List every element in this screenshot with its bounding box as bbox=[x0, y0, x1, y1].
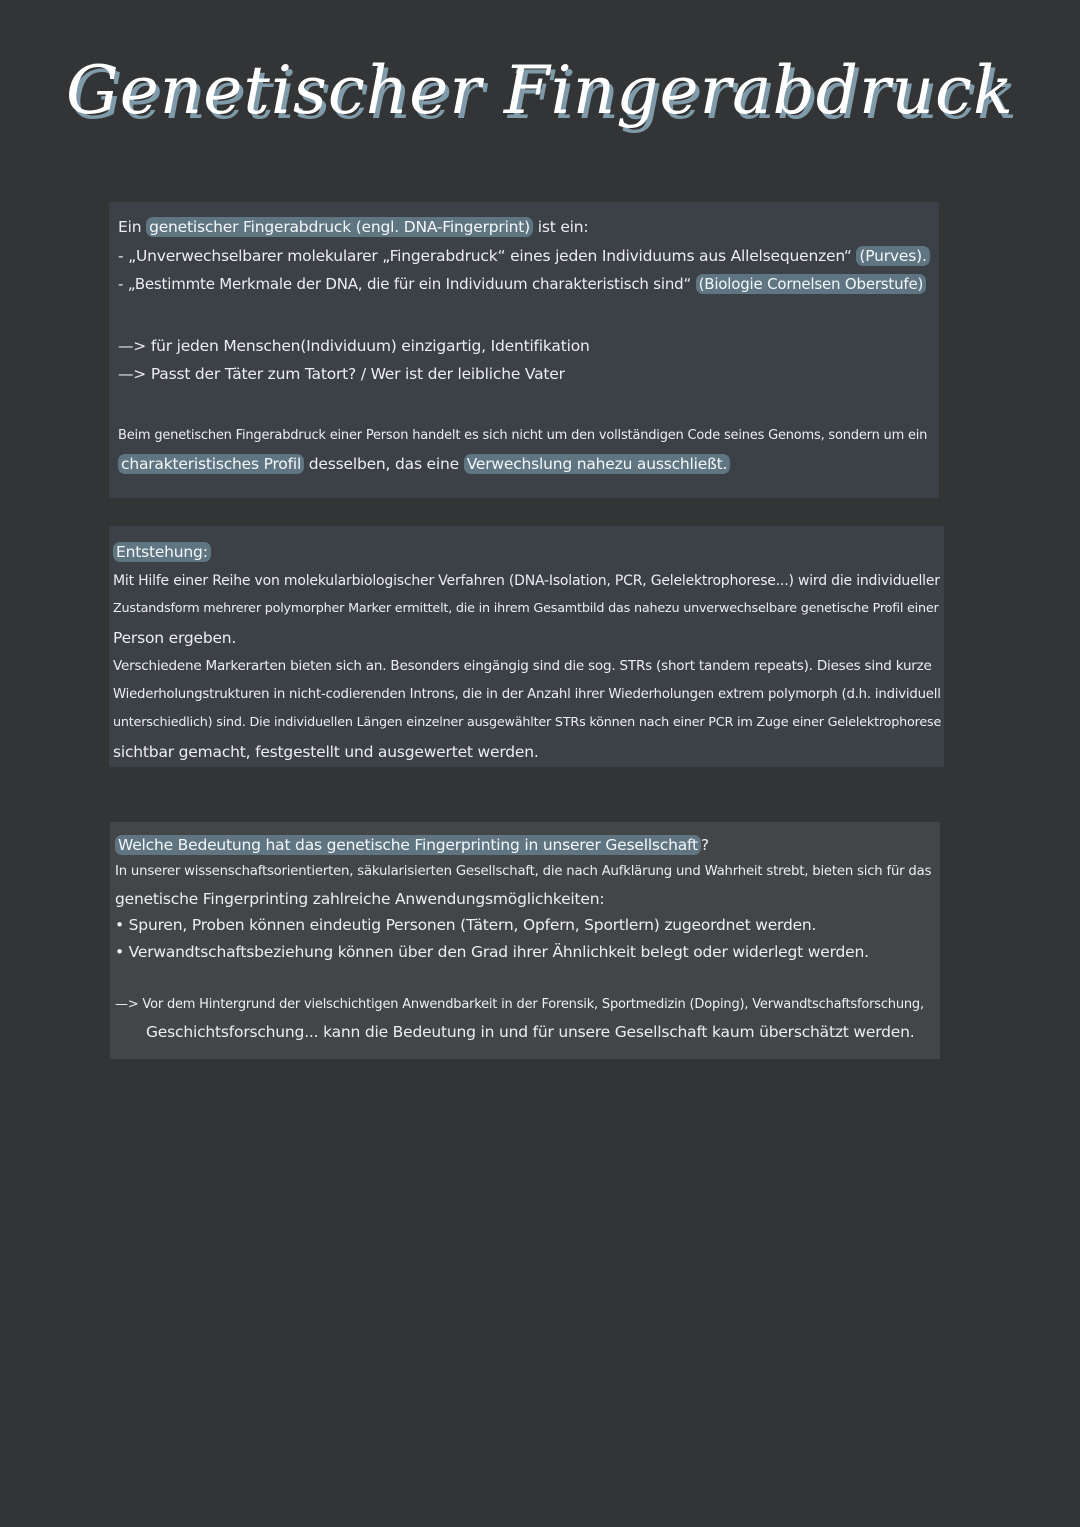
paragraph-line: In unserer wissenschaftsorientierten, säkularisierten Gesellschaft, die nach Aufklärung und Wahrheit strebt, bieten sich für das bbox=[115, 863, 932, 879]
page-title: Genetischer Fingerabdruck bbox=[65, 52, 1015, 129]
text-segment: ? bbox=[700, 836, 709, 854]
definition-intro bbox=[118, 213, 931, 242]
conclusion-line-1: —> Vor dem Hintergrund der vielschichtigen Anwendbarkeit in der Forensik, Sportmedizin (Doping), Verwandtschaftsforschung, bbox=[115, 996, 924, 1012]
section-question bbox=[115, 832, 932, 859]
text-segment: - „Bestimmte Merkmale der DNA, die für ein Individuum charakteristisch sind“ bbox=[118, 275, 696, 293]
paragraph-line: Person ergeben. bbox=[113, 628, 237, 647]
definition-quote-cornelsen bbox=[118, 270, 931, 299]
highlight-term: genetischer Fingerabdruck (engl. DNA-Fingerprint) bbox=[146, 217, 533, 237]
text-segment: - „Unverwechselbarer molekularer „Fingerabdruck“ eines jeden Individuums aus Allelsequenzen“ bbox=[118, 246, 857, 265]
highlight-source: (Purves). bbox=[856, 246, 929, 266]
paragraph-line: Wiederholungstrukturen in nicht-codierenden Introns, die in der Anzahl ihrer Wiederholungen extrem polymorph (d.h. individuell bbox=[113, 686, 941, 702]
paragraph-line: Zustandsform mehrerer polymorpher Marker ermittelt, die in ihrem Gesamtbild das nahezu unverwechselbare genetische Profil einer bbox=[113, 601, 939, 616]
definition-section bbox=[109, 202, 939, 498]
arrow-point-1: —> für jeden Menschen(Individuum) einzigartig, Identifikation bbox=[118, 336, 590, 355]
profile-paragraph-line-2 bbox=[118, 450, 931, 479]
paragraph-line: sichtbar gemacht, festgestellt und ausgewertet werden. bbox=[113, 742, 539, 761]
profile-paragraph-line-1: Beim genetischen Fingerabdruck einer Person handelt es sich nicht um den vollständigen Code seines Genoms, sondern um ein bbox=[118, 427, 928, 443]
paragraph-line: Verschiedene Markerarten bieten sich an. Besonders eingängig sind die sog. STRs (short tandem repeats). Dieses sind kurze bbox=[113, 658, 932, 674]
text-segment: desselben, das eine bbox=[304, 455, 464, 473]
bullet-item: • Spuren, Proben können eindeutig Personen (Tätern, Opfern, Sportlern) zugeordnet werden. bbox=[115, 916, 817, 935]
highlight-term: Verwechslung nahezu ausschließt. bbox=[464, 454, 731, 474]
text-segment: ist ein: bbox=[533, 218, 589, 236]
entstehung-section bbox=[109, 526, 944, 767]
arrow-point-2: —> Passt der Täter zum Tatort? / Wer ist der leibliche Vater bbox=[118, 365, 565, 383]
paragraph-line: Mit Hilfe einer Reihe von molekularbiologischer Verfahren (DNA-Isolation, PCR, Gelelektrophorese...) wird die individueller bbox=[113, 572, 940, 589]
definition-quote-purves bbox=[118, 242, 931, 271]
bullet-item: • Verwandtschaftsbeziehung können über den Grad ihrer Ähnlichkeit belegt oder widerlegt werden. bbox=[115, 943, 869, 962]
highlight-question: Welche Bedeutung hat das genetische Fingerprinting in unserer Gesellschaft bbox=[115, 835, 701, 855]
paragraph-line: genetische Fingerprinting zahlreiche Anwendungsmöglichkeiten: bbox=[115, 889, 605, 908]
section-heading bbox=[113, 538, 944, 567]
highlight-heading: Entstehung: bbox=[113, 542, 211, 562]
text-segment: Ein bbox=[118, 218, 147, 236]
highlight-term: charakteristisches Profil bbox=[118, 454, 304, 474]
paragraph-line: unterschiedlich) sind. Die individuellen Längen einzelner ausgewählter STRs können nach einer PCR im Zuge einer Gelelektrophorese bbox=[113, 715, 942, 730]
bedeutung-section bbox=[110, 822, 940, 1059]
highlight-source: (Biologie Cornelsen Oberstufe) bbox=[696, 274, 927, 294]
conclusion-line-2: Geschichtsforschung... kann die Bedeutung in und für unsere Gesellschaft kaum überschätzt werden. bbox=[146, 1022, 915, 1041]
